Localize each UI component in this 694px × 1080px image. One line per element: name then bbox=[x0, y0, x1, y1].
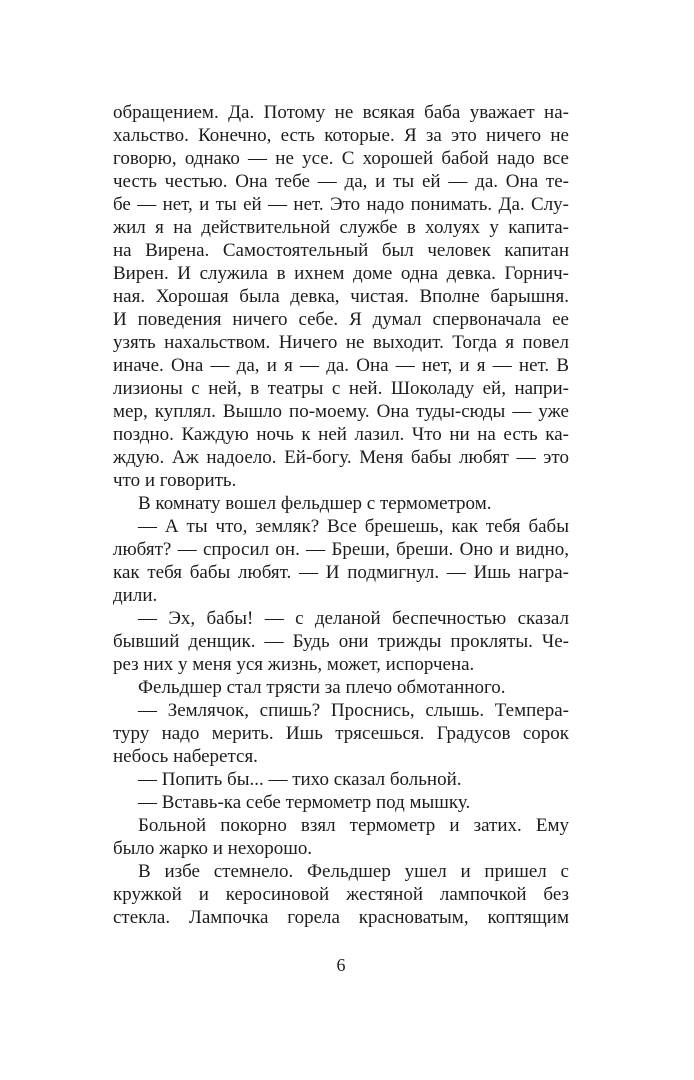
text-line: ждую. Аж надоело. Ей-богу. Меня бабы любят — это bbox=[113, 447, 569, 468]
text-line: любят? — спросил он. — Бреши, бреши. Оно и видно, bbox=[113, 539, 569, 560]
text-line: стекла. Лампочка горела красноватым, коптящим bbox=[113, 907, 569, 928]
text-line: туру надо мерить. Ишь трясешься. Градусов сорок bbox=[113, 723, 569, 744]
text-line: честь честью. Она тебе — да, и ты ей — да. Она те- bbox=[113, 171, 569, 192]
page-text-block bbox=[113, 101, 569, 929]
text-line: на Вирена. Самостоятельный был человек капитан bbox=[113, 240, 569, 261]
text-line: хальство. Конечно, есть которые. Я за это ничего не bbox=[113, 125, 569, 146]
text-line: рез них у меня уся жизнь, может, испорчена. bbox=[113, 654, 475, 675]
text-line: кружкой и керосиновой жестяной лампочкой без bbox=[113, 884, 569, 905]
text-line: ная. Хорошая была девка, чистая. Вполне барышня. bbox=[113, 286, 569, 307]
text-line: поздно. Каждую ночь к ней лазил. Что ни на есть ка- bbox=[113, 424, 569, 445]
text-line: узять нахальством. Ничего не выходит. Тогда я повел bbox=[113, 332, 569, 353]
text-line: лизионы с ней, в театры с ней. Шоколаду ей, напри- bbox=[113, 378, 569, 399]
text-line: бывший денщик. — Будь они трижды прокляты. Че- bbox=[113, 631, 569, 652]
page-number: 6 bbox=[336, 955, 346, 975]
text-line: бе — нет, и ты ей — нет. Это надо понимать. Да. Слу- bbox=[113, 194, 569, 215]
text-line: В комнату вошел фельдшер с термометром. bbox=[138, 493, 492, 514]
text-line: говорю, однако — не усе. С хорошей бабой надо все bbox=[113, 148, 569, 169]
text-line: мер, куплял. Вышло по-моему. Она туды-сюды — уже bbox=[113, 401, 569, 422]
text-line: Вирен. И служила в ихнем доме одна девка. Горнич- bbox=[113, 263, 569, 284]
text-line: дили. bbox=[113, 585, 158, 606]
text-line: что и говорить. bbox=[113, 470, 237, 491]
text-line: — Вставь-ка себе термометр под мышку. bbox=[138, 792, 471, 813]
text-line: Больной покорно взял термометр и затих. Ему bbox=[138, 815, 569, 836]
text-line: как тебя бабы любят. — И подмигнул. — Ишь награ- bbox=[113, 562, 569, 583]
text-line: — Эх, бабы! — с деланой беспечностью сказал bbox=[138, 608, 569, 629]
text-line: И поведения ничего себе. Я думал спервоначала ее bbox=[113, 309, 569, 330]
text-line: — Попить бы... — тихо сказал больной. bbox=[138, 769, 462, 790]
text-line: Фельдшер стал трясти за плечо обмотанного. bbox=[138, 677, 506, 698]
text-line: было жарко и нехорошо. bbox=[113, 838, 313, 859]
text-line: — А ты что, земляк? Все брешешь, как тебя бабы bbox=[138, 516, 569, 537]
text-line: — Землячок, спишь? Проснись, слышь. Темпера- bbox=[138, 700, 569, 721]
text-line: жил я на действительной службе в холуях у капита- bbox=[113, 217, 569, 238]
text-line: иначе. Она — да, и я — да. Она — нет, и я — нет. В bbox=[113, 355, 569, 376]
text-line: В избе стемнело. Фельдшер ушел и пришел с bbox=[138, 861, 569, 882]
text-line: небось наберется. bbox=[113, 746, 258, 767]
text-line: обращением. Да. Потому не всякая баба уважает на- bbox=[113, 102, 569, 123]
